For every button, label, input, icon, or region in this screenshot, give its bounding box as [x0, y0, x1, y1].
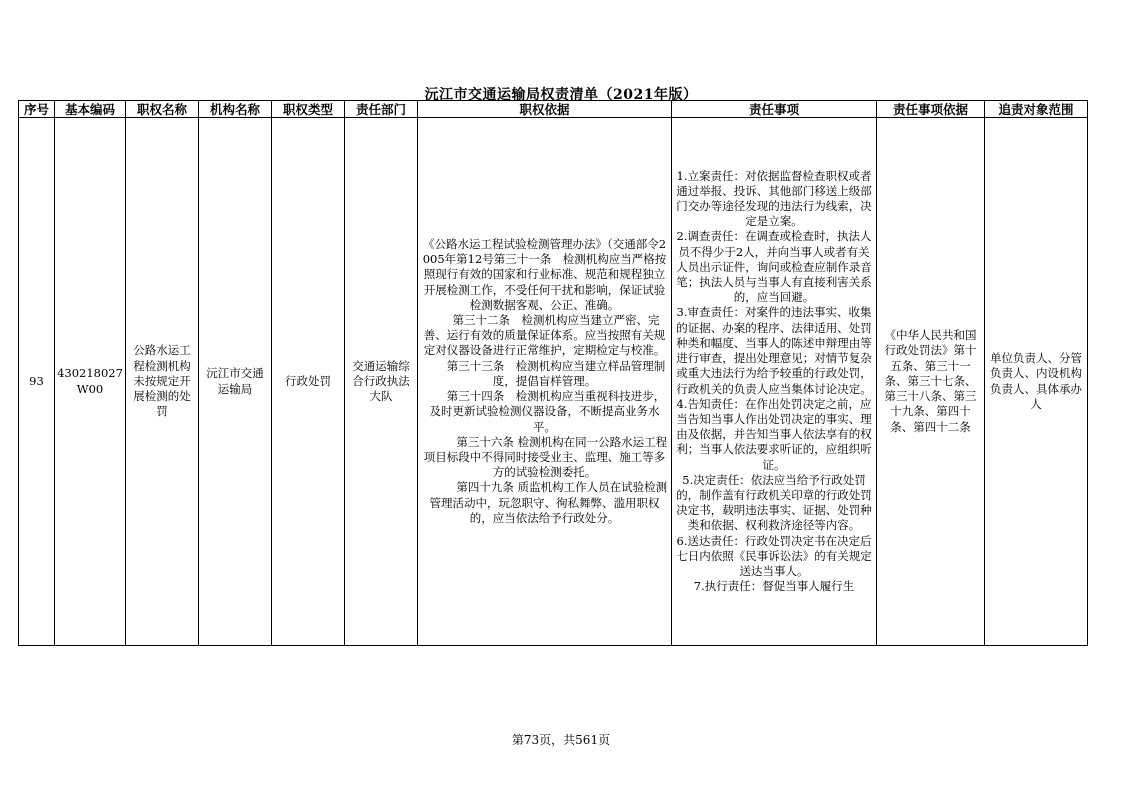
cell-accountability: 单位负责人、分管负责人、内设机构负责人、具体承办人	[985, 118, 1088, 646]
duty-list	[674, 169, 874, 595]
header-power-name: 职权名称	[126, 101, 199, 118]
header-duty-basis: 责任事项依据	[877, 101, 985, 118]
cell-org-name: 沅江市交通运输局	[199, 118, 272, 646]
page-footer: 第73页，共561页	[511, 733, 611, 747]
cell-duty-basis: 《中华人民共和国行政处罚法》第十五条、第三十一条、第三十七条、第三十八条、第三十九条、第四十条、第四十二条	[877, 118, 985, 646]
header-seq: 序号	[19, 101, 55, 118]
basis-paragraph: 第三十三条 检测机构应当建立样品管理制度，提倡盲样管理。	[423, 358, 666, 388]
duty-item: 6.送达责任：行政处罚决定书在决定后七日内依照《民事诉讼法》的有关规定送达当事人。	[676, 533, 872, 578]
table-header-row	[19, 101, 1088, 118]
header-duty: 责任事项	[672, 101, 877, 118]
header-power-type: 职权类型	[272, 101, 345, 118]
cell-basis	[418, 118, 672, 646]
cell-duty	[672, 118, 877, 646]
basis-paragraph: 第三十二条 检测机构应当建立严密、完善、运行有效的质量保证体系。应当按照有关规定对仪器设备进行正常维护，定期检定与校准。	[423, 313, 666, 358]
header-code: 基本编码	[55, 101, 126, 118]
responsibility-table	[18, 100, 1088, 646]
basis-paragraph: 《公路水运工程试验检测管理办法》（交通部令2005年第12号第三十一条 检测机构应当严格按照现行有效的国家和行业标准、规范和规程独立开展检测工作，不受任何干扰和影响，保证试验检测数据客观、公正、准确。	[422, 237, 667, 312]
duty-item: 2.调查责任：在调查或检查时，执法人员不得少于2人，并向当事人或者有关人员出示证件，询问或检查应制作录音笔；执法人员与当事人有直接利害关系的，应当回避。	[676, 229, 872, 305]
duty-item: 1.立案责任：对依据监督检查职权或者通过举报、投诉、其他部门移送上级部门交办等途径发现的违法行为线索，决定是立案。	[676, 168, 872, 229]
basis-paragraph: 第三十六条 检测机构在同一公路水运工程项目标段中不得同时接受业主、监理、施工等多方的试验检测委托。	[421, 434, 668, 480]
header-department: 责任部门	[345, 101, 418, 118]
header-basis: 职权依据	[418, 101, 672, 118]
duty-item: 5.决定责任：依法应当给予行政处罚的，制作盖有行政机关印章的行政处罚决定书，载明违法事实、证据、处罚种类和依据、权利救济途径等内容。	[676, 472, 872, 533]
header-org-name: 机构名称	[199, 101, 272, 118]
cell-code: 430218027W00	[55, 118, 126, 646]
cell-seq: 93	[19, 118, 55, 646]
basis-paragraph: 第三十四条 检测机构应当重视科技进步，及时更新试验检测仪器设备，不断提高业务水平。	[423, 389, 666, 434]
cell-power-type: 行政处罚	[272, 118, 345, 646]
duty-item: 3.审查责任：对案件的违法事实、收集的证据、办案的程序、法律适用、处罚种类和幅度、当事人的陈述申辩理由等进行审查，提出处理意见；对情节复杂或重大违法行为给予较重的行政处罚，行政机关的负责人应当集体讨论决定。	[676, 305, 872, 396]
header-accountability: 追责对象范围	[985, 101, 1088, 118]
cell-power-name: 公路水运工程检测机构未按规定开展检测的处罚	[126, 118, 199, 646]
cell-department: 交通运输综合行政执法大队	[345, 118, 418, 646]
basis-paragraph: 第四十九条 质监机构工作人员在试验检测管理活动中，玩忽职守、徇私舞弊、滥用职权的，应当依法给予行政处分。	[421, 480, 668, 525]
duty-item: 4.告知责任：在作出处罚决定之前，应当告知当事人作出处罚决定的事实、理由及依据，并告知当事人依法享有的权利；当事人依法要求听证的，应组织听证。	[676, 396, 872, 472]
duty-item: 7.执行责任：督促当事人履行生	[693, 579, 855, 594]
page-title: 沅江市交通运输局权责清单（2021年版）	[424, 87, 698, 103]
table-row	[19, 118, 1088, 646]
